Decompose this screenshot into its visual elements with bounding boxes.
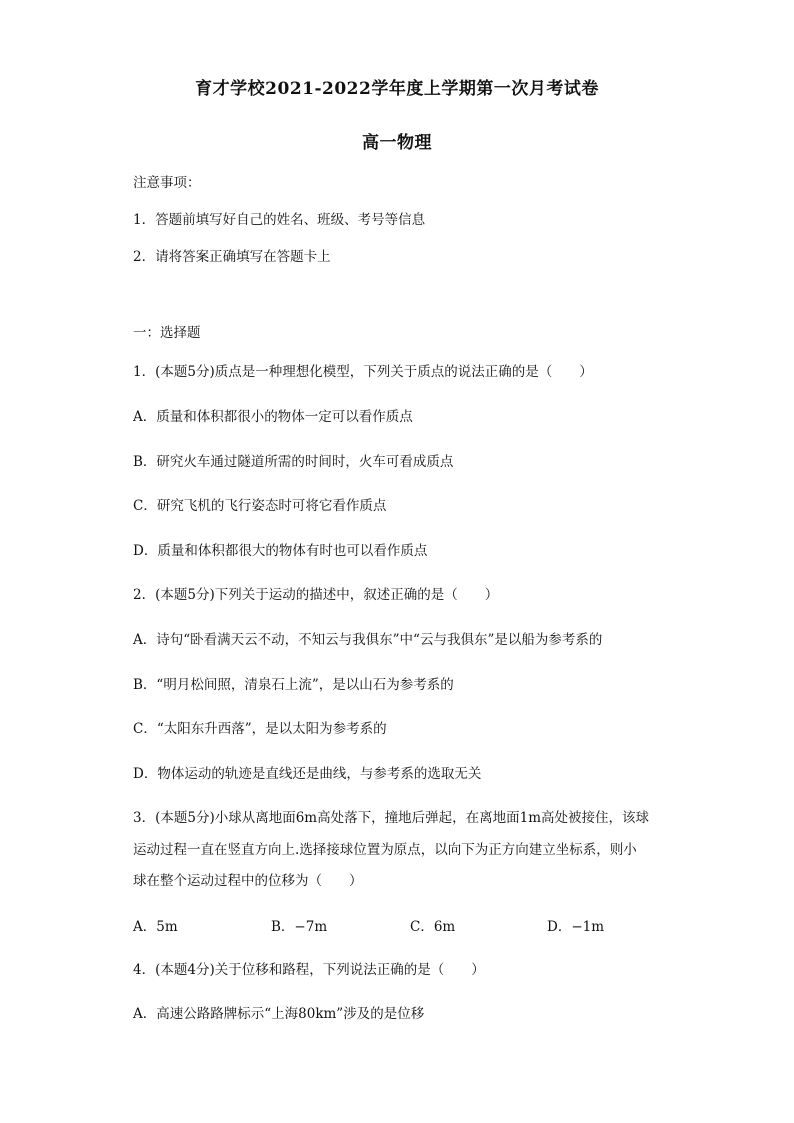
exam-title: 育才学校2021-2022学年度上学期第一次月考试卷 (195, 79, 599, 99)
question-3-stem-line-3: 球在整个运动过程中的位移为（ ） (133, 873, 363, 889)
question-1-option-a: A．质量和体积都很小的物体一定可以看作质点 (133, 409, 413, 425)
question-1-option-b: B．研究火车通过隧道所需的时间时，火车可看成质点 (133, 454, 454, 470)
question-3-option-a: A．5m (133, 919, 178, 935)
question-2-option-b: B．“明月松间照，清泉石上流”，是以山石为参考系的 (133, 677, 454, 693)
question-2-option-c: C．“太阳东升西落”，是以太阳为参考系的 (133, 721, 387, 737)
question-2-option-a: A．诗句“卧看满天云不动，不知云与我俱东”中“云与我俱东”是以船为参考系的 (133, 632, 603, 648)
notice-item-2: 2．请将答案正确填写在答题卡上 (133, 249, 331, 265)
question-1-option-d: D．质量和体积都很大的物体有时也可以看作质点 (133, 543, 428, 559)
question-2-option-d: D．物体运动的轨迹是直线还是曲线，与参考系的选取无关 (133, 766, 482, 782)
question-3-option-c: C．6m (410, 919, 456, 935)
notice-heading: 注意事项： (133, 175, 201, 191)
exam-subject: 高一物理 (362, 133, 432, 153)
question-3-stem-line-2: 运动过程一直在竖直方向上.选择接球位置为原点，以向下为正方向建立坐标系，则小 (133, 842, 637, 858)
question-1-option-c: C．研究飞机的飞行姿态时可将它看作质点 (133, 498, 387, 514)
question-3-option-d: D．−1m (547, 919, 605, 935)
question-3-option-b: B．−7m (271, 919, 328, 935)
question-4-stem: 4．(本题4分)关于位移和路程，下列说法正确的是（ ） (133, 962, 485, 978)
question-3-options (133, 915, 673, 933)
question-3-stem-line-1: 3．(本题5分)小球从离地面6m高处落下，撞地后弹起，在离地面1m高处被接住，该球 (133, 810, 649, 826)
question-2-stem: 2．(本题5分)下列关于运动的描述中，叙述正确的是（ ） (133, 587, 499, 603)
section-title: 一：选择题 (133, 325, 201, 341)
question-1-stem: 1．(本题5分)质点是一种理想化模型，下列关于质点的说法正确的是（ ） (133, 364, 593, 380)
question-4-option-a: A．高速公路路牌标示“上海80km”涉及的是位移 (133, 1006, 425, 1022)
notice-item-1: 1．答题前填写好自己的姓名、班级、考号等信息 (133, 212, 426, 228)
